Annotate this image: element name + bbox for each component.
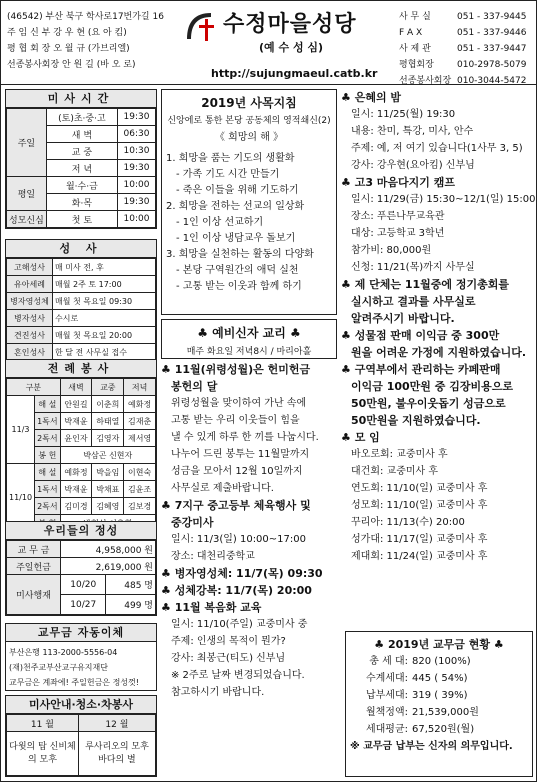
notice-heading: 실시하고 결과를 사무실로 xyxy=(351,295,476,308)
offerings-title: 우리들의 정성 xyxy=(6,522,156,540)
service-name: 김윤조 xyxy=(124,481,156,498)
service-role: 2독서 xyxy=(35,498,61,515)
sacrament-label: 병자성사 xyxy=(7,310,53,327)
guide-title: 미사안내·청소·차봉사 xyxy=(6,696,156,714)
contact-value: 010-3044-5472 xyxy=(457,76,527,86)
tithe-note: ※ 교무금 납부는 신자의 의무입니다. xyxy=(350,741,513,752)
plan-title: 2019년 사목지침 xyxy=(201,96,297,110)
catechism-box xyxy=(161,319,337,359)
tithe-value: 820 (100%) xyxy=(412,656,471,667)
sacrament-row xyxy=(7,310,156,327)
notice-line: 위령성월을 맞이하여 가난 속에 xyxy=(171,398,307,409)
bank-account: 부산은행 113-2000-5556-04 xyxy=(9,648,118,657)
notice-line: 성금을 모아서 12월 10일까지 xyxy=(171,466,303,477)
notice-heading: ♣ 모 임 xyxy=(341,431,380,444)
tithe-row xyxy=(350,704,528,721)
contact-row xyxy=(399,57,535,73)
notice-heading: ♣ 11월(위령성월)은 헌미헌금 xyxy=(161,363,311,376)
council-president: 평 협 회 장 오 월 규 (가브리엘) xyxy=(7,44,130,54)
guide-box xyxy=(5,695,157,777)
sacrament-row xyxy=(7,276,156,293)
contacts xyxy=(399,9,535,89)
notice-line: 일시: 11/25(월) 19:30 xyxy=(351,109,456,120)
mass-time: 10:30 xyxy=(118,143,156,160)
notice-line: 낼 수 있게 하루 한 끼를 나눕시다. xyxy=(171,432,319,443)
guide-month: 11 월 xyxy=(7,715,79,732)
service-role: 해 설 xyxy=(35,396,61,413)
catechism-title: ♣ 예비신자 교리 ♣ xyxy=(197,326,301,340)
service-name: 박삼곤 신현자 xyxy=(60,447,155,464)
tithe-value: 21,539,000원 xyxy=(412,707,479,718)
service-name: 김보경 xyxy=(124,498,156,515)
sacraments-box xyxy=(5,239,157,362)
mass-time: 19:30 xyxy=(118,109,156,126)
rice-date: 10/20 xyxy=(61,575,106,595)
notice-line: 주제: 예, 저 여기 있습니다(1사무 3, 5) xyxy=(351,143,523,154)
plan-item: - 1인 이상 선교하기 xyxy=(176,217,264,228)
autopay-note: 교무금은 계좌에! 주일헌금은 정성껏! xyxy=(9,678,139,687)
sunday-label: 주일 xyxy=(7,109,47,177)
notice-line: 사무실로 제출바랍니다. xyxy=(171,483,274,494)
notice-line: 주제: 인생의 목적이 뭔가? xyxy=(171,636,286,647)
service-name: 김영자 xyxy=(92,430,124,447)
notice-heading: ♣ 7지구 중고등부 체육행사 및 xyxy=(161,499,311,512)
mass-time: 19:30 xyxy=(118,194,156,211)
church-title: 수정마을성당 xyxy=(223,11,357,37)
plan-subtitle: 신앙에로 통한 본당 공동체의 영적쇄신(2) xyxy=(167,116,331,126)
pastoral-plan-box xyxy=(161,89,337,315)
plan-list xyxy=(166,151,332,295)
notice-line: 대건회: 교중미사 후 xyxy=(351,466,439,477)
notice-line: 고통 받는 우리 이웃들이 힘을 xyxy=(171,415,300,426)
rice-value: 499 명 xyxy=(106,595,156,615)
service-name: 이현숙 xyxy=(124,464,156,481)
tithe-value: 319 ( 39%) xyxy=(412,690,468,701)
guide-cell: 다윗의 탑 신비체의 모후 xyxy=(7,732,79,776)
funeral-org-head: 선종봉사회장 안 원 길 (바 오 로) xyxy=(7,60,136,70)
sacrament-row xyxy=(7,327,156,344)
notice-line: 연도회: 11/10(일) 교중미사 후 xyxy=(351,483,488,494)
notice-line: 신청: 11/21(목)까지 사무실 xyxy=(351,262,475,273)
guide-month: 12 월 xyxy=(78,715,155,732)
service-name: 이춘희 xyxy=(92,396,124,413)
header-info xyxy=(7,9,182,73)
mass-time: 06:30 xyxy=(118,126,156,143)
contact-value: 051 - 337-9445 xyxy=(457,12,527,22)
mass-row: 첫 토 xyxy=(46,211,117,228)
notice-line: 성모회: 11/10(일) 교중미사 후 xyxy=(351,500,488,511)
sacrament-row xyxy=(7,259,156,276)
plan-item: 1. 희망을 품는 기도의 생활화 xyxy=(166,153,295,164)
mass-row: 교 중 xyxy=(46,143,117,160)
rice-value: 485 명 xyxy=(106,575,156,595)
contact-label: 사 제 관 xyxy=(399,44,431,54)
sacrament-row xyxy=(7,293,156,310)
tithe-label: 월책정액: xyxy=(365,707,408,718)
service-role: 해 설 xyxy=(35,464,61,481)
tithe-value: 67,520원(월) xyxy=(412,724,475,735)
service-name: 안원길 xyxy=(60,396,92,413)
middle-notices xyxy=(161,361,339,701)
mass-times-table xyxy=(6,108,156,228)
notice-heading: ♣ 제 단체는 11월중에 정기총회를 xyxy=(341,278,509,291)
notice-line: 참가비: 80,000원 xyxy=(351,245,432,256)
service-name: 김혜영 xyxy=(92,498,124,515)
pastor: 주 임 신 부 강 우 현 (요 아 킴) xyxy=(7,28,127,38)
mass-row: 새 벽 xyxy=(46,126,117,143)
notice-line: 장소: 대천리중학교 xyxy=(171,551,255,562)
rice-date: 10/27 xyxy=(61,595,106,615)
sacraments-table xyxy=(6,258,156,361)
sacrament-label: 유아세례 xyxy=(7,276,53,293)
sacrament-value: 매월 첫 목요일 20:00 xyxy=(53,327,156,344)
sacrament-value: 매월 2주 토 17:00 xyxy=(53,276,156,293)
plan-theme: 《 희망의 해 》 xyxy=(214,132,284,143)
notice-line: 제대회: 11/24(일) 교중미사 후 xyxy=(351,551,488,562)
mass-times-title: 미사시간 xyxy=(6,90,156,108)
sacrament-value: 수시로 xyxy=(53,310,156,327)
notice-heading: 50만원을 지원하였습니다. xyxy=(351,414,481,427)
tithe-label: 수계세대: xyxy=(365,673,408,684)
contact-label: F A X xyxy=(399,28,423,38)
offering-value: 4,958,000 원 xyxy=(61,541,156,558)
service-name: 김미경 xyxy=(60,498,92,515)
service-name: 김재춘 xyxy=(124,413,156,430)
sacrament-label: 병자영성체 xyxy=(7,293,53,310)
tithe-label: 납부세대: xyxy=(365,690,408,701)
sacrament-value: 한 달 전 사무실 접수 xyxy=(53,344,156,361)
offering-value: 2,619,000 원 xyxy=(61,558,156,575)
service-name: 박재윤 xyxy=(60,413,92,430)
contact-row xyxy=(399,73,535,89)
service-name: 박을임 xyxy=(92,464,124,481)
plan-item: 2. 희망을 전하는 선교의 일상화 xyxy=(166,201,305,212)
plan-item: - 가족 기도 시간 만들기 xyxy=(176,169,280,180)
rice-label: 미사행재 xyxy=(7,575,61,615)
notice-line: 내용: 찬미, 특강, 미사, 안수 xyxy=(351,126,474,137)
catechism-info: 매주 화요일 저녁8시 / 마리아홀 xyxy=(186,347,312,357)
notice-line: 일시: 11/3(일) 10:00~17:00 xyxy=(171,534,306,545)
service-row xyxy=(7,464,156,481)
tithe-row xyxy=(350,670,528,687)
plan-item: - 1인 이상 냉담교우 돌보기 xyxy=(176,233,296,244)
mass-row: 화·목 xyxy=(46,194,117,211)
offerings-box xyxy=(5,521,157,616)
guide-table xyxy=(6,714,156,776)
service-name: 윤인자 xyxy=(60,430,92,447)
church-logo-icon xyxy=(185,9,221,45)
offering-label: 교 무 금 xyxy=(7,541,61,558)
liturgy-service-title: 전례봉사 xyxy=(6,360,156,378)
tithe-label: 세대평균: xyxy=(365,724,408,735)
service-date: 11/10 xyxy=(7,464,35,532)
tithe-row xyxy=(350,653,528,670)
sacrament-label: 고해성사 xyxy=(7,259,53,276)
service-name: 박채표 xyxy=(92,481,124,498)
service-header-row xyxy=(7,379,156,396)
plan-item: - 죽은 이들을 위해 기도하기 xyxy=(176,185,299,196)
mass-row: (토)초·중·고 xyxy=(46,109,117,126)
liturgy-service-table xyxy=(6,378,156,532)
notice-heading: 50만원, 불우이웃돕기 성금으로 xyxy=(351,397,506,410)
service-header: 새벽 xyxy=(60,379,92,396)
notice-heading: 이익금 100만원 중 김장비용으로 xyxy=(351,380,513,393)
church-url[interactable]: http://sujungmaeul.catb.kr xyxy=(211,67,378,80)
service-name: 박재윤 xyxy=(60,481,92,498)
marian-label: 성모신심 xyxy=(7,211,47,228)
tithe-value: 445 ( 54%) xyxy=(412,673,468,684)
contact-value: 051 - 337-9446 xyxy=(457,28,527,38)
sacrament-value: 매월 첫 목요일 09:30 xyxy=(53,293,156,310)
notice-heading: ♣ 성물점 판매 이익금 중 300만 xyxy=(341,329,500,342)
tithe-row xyxy=(350,687,528,704)
autopay-box xyxy=(5,623,157,691)
service-role: 1독서 xyxy=(35,481,61,498)
mass-time: 10:00 xyxy=(118,211,156,228)
notice-heading: ♣ 11월 복음화 교육 xyxy=(161,601,262,614)
service-role: 봉 헌 xyxy=(35,447,61,464)
notice-heading: ♣ 은혜의 밤 xyxy=(341,91,402,104)
autopay-title: 교무금 자동이체 xyxy=(6,624,156,642)
contact-value: 051 - 337-9447 xyxy=(457,44,527,54)
service-name: 제서영 xyxy=(124,430,156,447)
service-name: 예화정 xyxy=(124,396,156,413)
plan-item: 3. 희망을 실천하는 활동의 다양화 xyxy=(166,249,314,260)
sacrament-row xyxy=(7,344,156,361)
notice-line: 일시: 11/10(주일) 교중미사 중 xyxy=(171,619,308,630)
notice-heading: 알려주시기 바랍니다. xyxy=(351,312,455,325)
service-header: 구분 xyxy=(7,379,61,396)
contact-row xyxy=(399,41,535,57)
notice-line: 강사: 강우현(요아킴) 신부님 xyxy=(351,160,475,171)
tithe-status-title: ♣ 2019년 교무금 현황 ♣ xyxy=(374,638,504,651)
notice-heading: ♣ 구역부에서 관리하는 카페판매 xyxy=(341,363,501,376)
contact-label: 평협회장 xyxy=(399,60,434,70)
sacrament-label: 혼인성사 xyxy=(7,344,53,361)
guide-cell: 루사리오의 모후 바다의 별 xyxy=(78,732,155,776)
notice-line: 일시: 11/29(금) 15:30~12/1(일) 15:00 xyxy=(351,194,536,205)
plan-item: - 고통 받는 이웃과 함께 하기 xyxy=(176,281,302,292)
mass-times-box xyxy=(5,89,157,229)
service-name: 하태열 xyxy=(92,413,124,430)
notice-line: 나누어 드린 봉투는 11월말까지 xyxy=(171,449,310,460)
notice-heading: ♣ 성체강복: 11/7(목) 20:00 xyxy=(161,584,312,597)
mass-time: 10:00 xyxy=(118,177,156,194)
offering-label: 주일헌금 xyxy=(7,558,61,575)
service-name: 예화정 xyxy=(60,464,92,481)
notice-line: 참고하시기 바랍니다. xyxy=(171,687,265,698)
service-header: 교중 xyxy=(92,379,124,396)
liturgy-service-box xyxy=(5,359,157,533)
notice-heading: 봉헌의 달 xyxy=(171,380,218,393)
offerings-table xyxy=(6,540,156,615)
bank-holder: (재)천주교부산교구유지재단 xyxy=(9,663,108,672)
sacraments-title: 성 사 xyxy=(6,240,156,258)
service-row xyxy=(7,396,156,413)
contact-row xyxy=(399,9,535,25)
tithe-label: 총 세 대: xyxy=(369,656,408,667)
tithe-status-rows xyxy=(350,653,528,738)
service-date: 11/3 xyxy=(7,396,35,464)
mass-row: 월·수·금 xyxy=(46,177,117,194)
contact-label: 사 무 실 xyxy=(399,12,431,22)
contact-value: 010-2978-5079 xyxy=(457,60,527,70)
notice-line: 바오로회: 교중미사 후 xyxy=(351,449,448,460)
notice-heading: 중강미사 xyxy=(171,516,214,529)
contact-label: 선종봉사회장 xyxy=(399,76,452,86)
weekday-label: 평일 xyxy=(7,177,47,211)
plan-item: - 본당 구역원간의 애덕 실천 xyxy=(176,265,299,276)
notice-line: 꾸리아: 11/13(수) 20:00 xyxy=(351,517,465,528)
tithe-row xyxy=(350,721,528,738)
contact-row xyxy=(399,25,535,41)
mass-time: 19:30 xyxy=(118,160,156,177)
tithe-status-box xyxy=(345,631,533,777)
mass-row: 저 녁 xyxy=(46,160,117,177)
notice-heading: 원을 어려운 가정에 지원하였습니다. xyxy=(351,346,527,359)
sacrament-label: 견진성사 xyxy=(7,327,53,344)
address: (46542) 부산 북구 학사로17번가길 16 xyxy=(7,12,164,22)
service-role: 2독서 xyxy=(35,430,61,447)
notice-line: 성가대: 11/17(일) 교중미사 후 xyxy=(351,534,488,545)
notice-line: 대상: 고등학교 3학년 xyxy=(351,228,445,239)
service-role: 1독서 xyxy=(35,413,61,430)
sacrament-value: 매 미사 전, 후 xyxy=(53,259,156,276)
notice-line: 강사: 최봉근(티도) 신부님 xyxy=(171,653,286,664)
notice-line: 장소: 푸른나무교육관 xyxy=(351,211,445,222)
notice-heading: ♣ 병자영성체: 11/7(목) 09:30 xyxy=(161,567,323,580)
service-header: 저녁 xyxy=(124,379,156,396)
right-notices xyxy=(341,89,536,565)
notice-heading: ♣ 고3 마음다지기 캠프 xyxy=(341,176,456,189)
notice-line: ※ 2주로 날짜 변경되었습니다. xyxy=(171,670,305,681)
church-subtitle: (예 수 성 심) xyxy=(259,41,324,54)
header xyxy=(1,1,537,85)
